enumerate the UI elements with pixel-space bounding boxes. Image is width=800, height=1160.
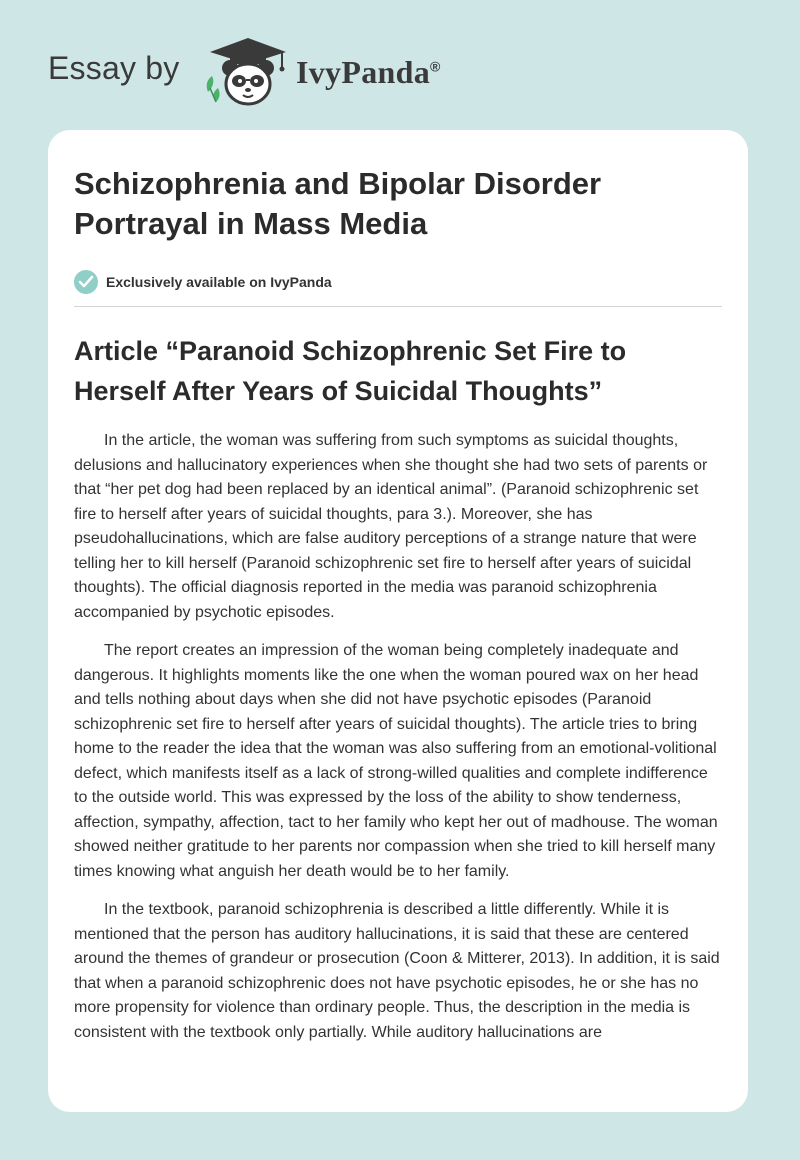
paragraph: In the article, the woman was suffering from such symptoms as suicidal thoughts, delusions and hallucinatory experiences when she thought she had two sets of parents or that “her pet dog had been replaced by an identical animal”. (Paranoid schizophrenic set fire to herself after years of suicidal thoughts, para 3.). Moreover, she has pseudohallucinations, which are false auditory perceptions of a strange nature that were telling her to kill herself (Paranoid schizophrenic set fire to herself after years of suicidal thoughts). The official diagnosis reported in the media was paranoid schizophrenia accompanied by psychotic episodes. [74, 432, 708, 621]
check-icon [74, 270, 98, 294]
page-title: Schizophrenia and Bipolar Disorder Portrayal in Mass Media [74, 166, 602, 241]
exclusive-badge [74, 268, 724, 296]
paragraph: The report creates an impression of the woman being completely inadequate and dangerous. It highlights moments like the one when the woman poured wax on her head and tells nothing about days when she did not have psychotic episodes (Paranoid schizophrenic set fire to herself after years of suicidal thoughts). The article tries to bring home to the reader the idea that the woman was also suffering from an emotional-volitional defect, which manifests itself as a lack of strong-willed qualities and complete indifference to the outside world. This was expressed by the loss of the ability to show tenderness, affection, sympathy, affection, tact to her family who kept her out of madhouse. The woman showed neither gratitude to her parents nor compassion when she tried to kill herself many times knowing what anguish her death would be to her family. [74, 642, 718, 880]
registered-mark: ® [430, 58, 441, 75]
brand-name[interactable] [296, 54, 441, 91]
exclusive-label: Exclusively available on IvyPanda [106, 274, 332, 290]
site-header [0, 0, 800, 130]
article-card [48, 130, 748, 1112]
divider [74, 306, 722, 307]
panda-logo-icon[interactable] [202, 36, 294, 108]
section-title: Article “Paranoid Schizophrenic Set Fire to Herself After Years of Suicidal Thoughts” [74, 336, 627, 406]
article-content [74, 164, 724, 1059]
brand-text: IvyPanda [296, 54, 430, 90]
essay-by-label: Essay by [48, 50, 180, 86]
paragraph: In the textbook, paranoid schizophrenia is described a little differently. While it is mentioned that the person has auditory hallucinations, it is said that these are centered around the themes of grandeur or prosecution (Coon & Mitterer, 2013). In addition, it is said that when a paranoid schizophrenic does not have psychotic episodes, he or she has no more propensity for violence than ordinary people. Thus, the description in the media is consistent with the textbook only partially. While auditory hallucinations are [74, 901, 720, 1041]
article-body [74, 429, 724, 1045]
